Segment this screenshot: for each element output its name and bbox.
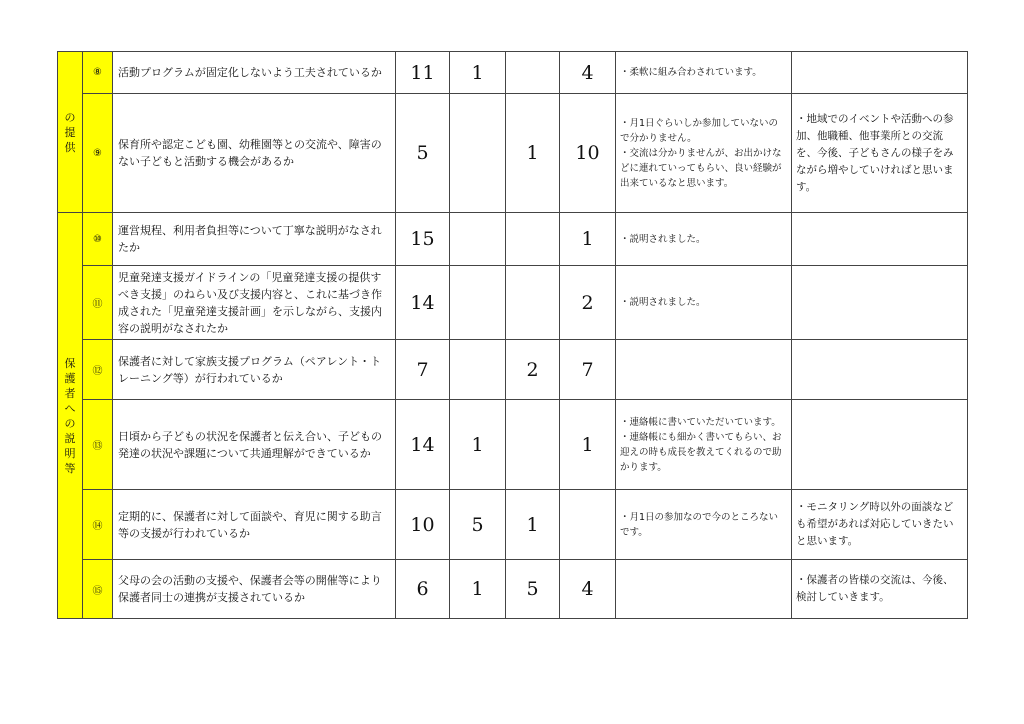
item-number: ⑫ xyxy=(83,340,113,400)
item-number: ⑪ xyxy=(83,266,113,340)
table-row xyxy=(58,266,968,340)
item-number: ⑬ xyxy=(83,400,113,490)
evaluation-table xyxy=(57,51,968,619)
facility-response xyxy=(792,266,968,340)
count-no: 2 xyxy=(506,340,560,400)
guardian-comment xyxy=(616,340,792,400)
category-label: 保護者への説明等 xyxy=(64,356,76,475)
guardian-comment: ・説明されました。 xyxy=(616,213,792,266)
question-text: 保護者に対して家族支援プログラム（ペアレント・トレーニング等）が行われているか xyxy=(113,340,396,400)
item-number: ⑭ xyxy=(83,490,113,560)
facility-response xyxy=(792,340,968,400)
count-neutral xyxy=(450,340,506,400)
table-row xyxy=(58,340,968,400)
item-number: ⑮ xyxy=(83,560,113,619)
count-unknown: 2 xyxy=(560,266,616,340)
count-no xyxy=(506,266,560,340)
facility-response: ・モニタリング時以外の面談なども希望があれば対応していきたいと思います。 xyxy=(792,490,968,560)
question-text: 父母の会の活動の支援や、保護者会等の開催等により保護者同士の連携が支援されているか xyxy=(113,560,396,619)
category-cell xyxy=(58,213,83,619)
count-neutral xyxy=(450,94,506,213)
item-number: ⑩ xyxy=(83,213,113,266)
table-row xyxy=(58,490,968,560)
question-text: 日頃から子どもの状況を保護者と伝え合い、子どもの発達の状況や課題について共通理解ができているか xyxy=(113,400,396,490)
count-unknown: 7 xyxy=(560,340,616,400)
count-yes: 14 xyxy=(396,400,450,490)
count-yes: 6 xyxy=(396,560,450,619)
facility-response xyxy=(792,52,968,94)
table-row xyxy=(58,560,968,619)
question-text: 活動プログラムが固定化しないよう工夫されているか xyxy=(113,52,396,94)
count-yes: 14 xyxy=(396,266,450,340)
count-no xyxy=(506,400,560,490)
facility-response xyxy=(792,400,968,490)
count-no xyxy=(506,213,560,266)
count-neutral: 1 xyxy=(450,52,506,94)
table-row xyxy=(58,52,968,94)
count-neutral: 1 xyxy=(450,560,506,619)
count-neutral xyxy=(450,266,506,340)
count-unknown: 4 xyxy=(560,560,616,619)
facility-response: ・地域でのイベントや活動への参加、他職種、他事業所との交流を、今後、子どもさんの様子をみながら増やしていければと思います。 xyxy=(792,94,968,213)
count-no: 5 xyxy=(506,560,560,619)
category-label: の提供 xyxy=(64,110,76,154)
question-text: 運営規程、利用者負担等について丁寧な説明がなされたか xyxy=(113,213,396,266)
guardian-comment: ・説明されました。 xyxy=(616,266,792,340)
count-yes: 5 xyxy=(396,94,450,213)
count-neutral: 1 xyxy=(450,400,506,490)
count-neutral: 5 xyxy=(450,490,506,560)
question-text: 保育所や認定こども園、幼稚園等との交流や、障害のない子どもと活動する機会があるか xyxy=(113,94,396,213)
facility-response: ・保護者の皆様の交流は、今後、検討していきます。 xyxy=(792,560,968,619)
count-unknown: 1 xyxy=(560,213,616,266)
count-yes: 10 xyxy=(396,490,450,560)
count-no: 1 xyxy=(506,490,560,560)
table-row xyxy=(58,400,968,490)
count-neutral xyxy=(450,213,506,266)
count-yes: 11 xyxy=(396,52,450,94)
count-yes: 7 xyxy=(396,340,450,400)
count-unknown: 1 xyxy=(560,400,616,490)
guardian-comment: ・柔軟に組み合わされています。 xyxy=(616,52,792,94)
question-text: 児童発達支援ガイドラインの「児童発達支援の提供すべき支援」のねらい及び支援内容と、これに基づき作成された「児童発達支援計画」を示しながら、支援内容の説明がなされたか xyxy=(113,266,396,340)
table-row xyxy=(58,213,968,266)
item-number: ⑧ xyxy=(83,52,113,94)
table-row xyxy=(58,94,968,213)
facility-response xyxy=(792,213,968,266)
guardian-comment xyxy=(616,560,792,619)
count-unknown: 4 xyxy=(560,52,616,94)
count-unknown: 10 xyxy=(560,94,616,213)
guardian-comment: ・月1日ぐらいしか参加していないので分かりません。 ・交流は分かりませんが、お出かけなどに連れていってもらい、良い経験が出来ているなと思います。 xyxy=(616,94,792,213)
question-text: 定期的に、保護者に対して面談や、育児に関する助言等の支援が行われているか xyxy=(113,490,396,560)
count-yes: 15 xyxy=(396,213,450,266)
guardian-comment: ・連絡帳に書いていただいています。 ・連絡帳にも細かく書いてもらい、お迎えの時も成長を教えてくれるので助かります。 xyxy=(616,400,792,490)
count-unknown xyxy=(560,490,616,560)
count-no: 1 xyxy=(506,94,560,213)
item-number: ⑨ xyxy=(83,94,113,213)
guardian-comment: ・月1日の参加なので今のところないです。 xyxy=(616,490,792,560)
category-cell xyxy=(58,52,83,213)
count-no xyxy=(506,52,560,94)
